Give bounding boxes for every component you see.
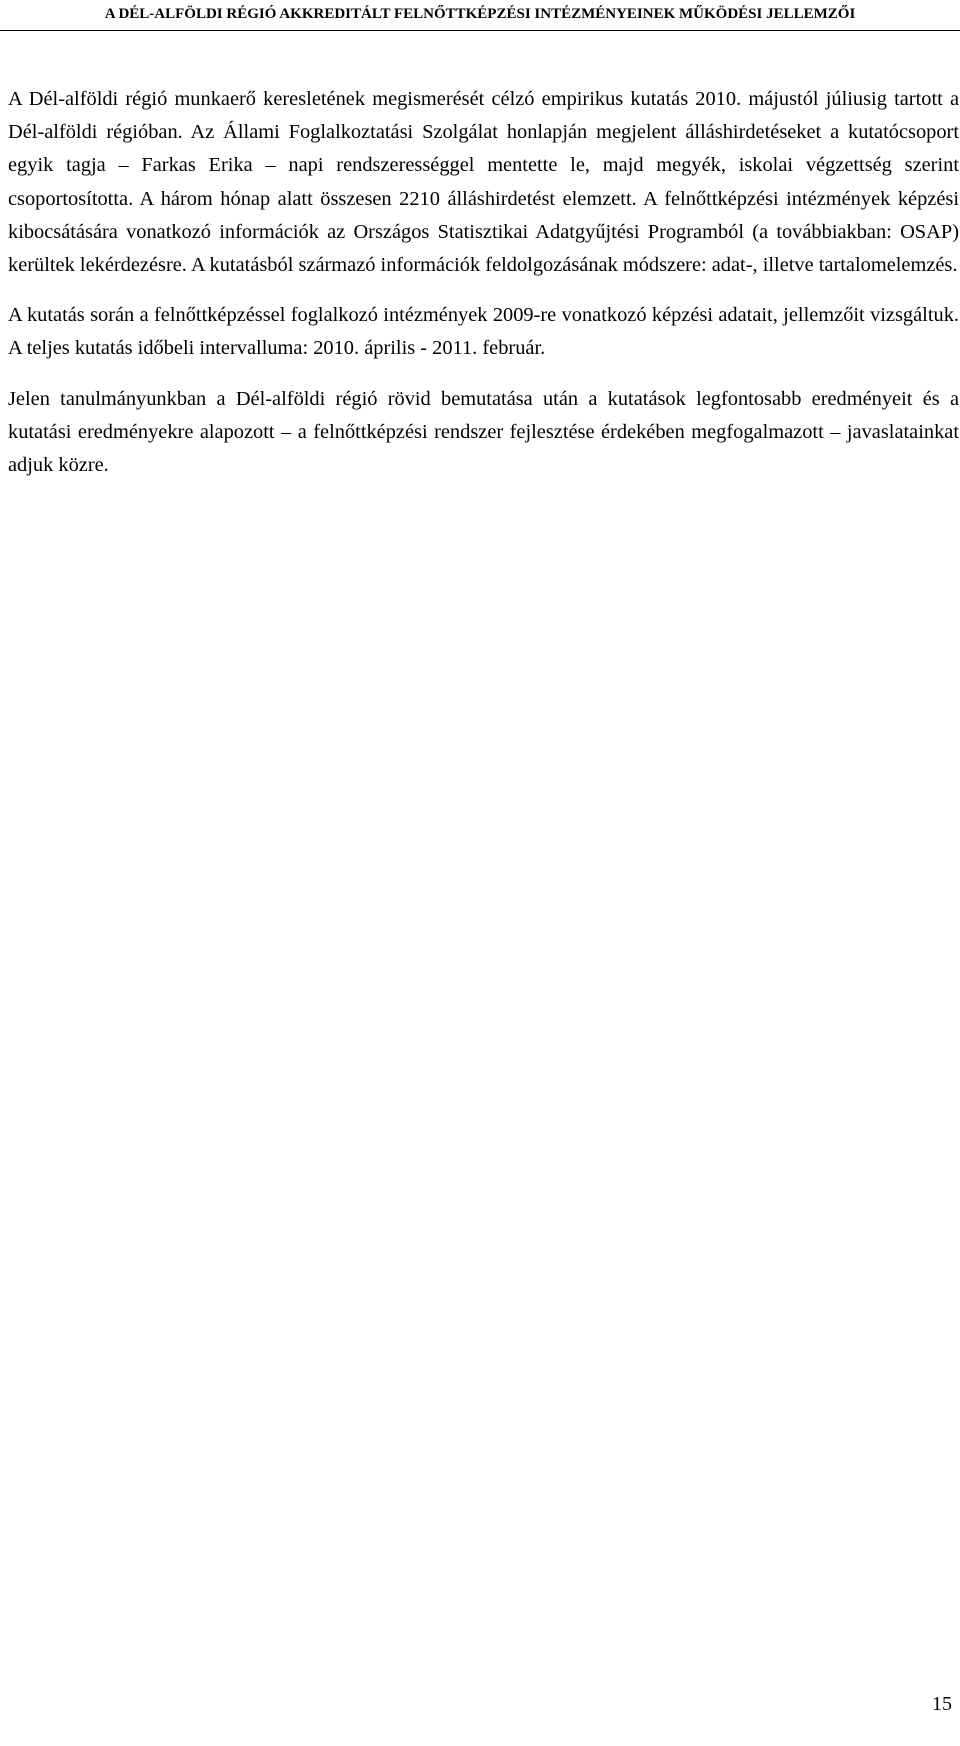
running-header: A DÉL-ALFÖLDI RÉGIÓ AKKREDITÁLT FELNŐTTKÉPZÉSI INTÉZMÉNYEINEK MŰKÖDÉSI JELLEMZŐI: [104, 6, 856, 22]
header-rule: [0, 30, 960, 31]
paragraph-research-timeframe: A kutatás során a felnőttképzéssel foglalkozó intézmények 2009-re vonatkozó képzési adatait, jellemzőit vizsgáltuk. A teljes kutatás időbeli intervalluma: 2010. április - 2011. február.: [8, 304, 959, 360]
paragraph-study-outline: Jelen tanulmányunkban a Dél-alföldi régió rövid bemutatása után a kutatások legfontosabb eredményeit és a kutatási eredményekre alapozott – a felnőttképzési rendszer fejlesztése érdekében megfogalmazott – javaslatainkat adjuk közre.: [8, 387, 959, 477]
document-body: [8, 83, 959, 482]
paragraph-research-methods: A Dél-alföldi régió munkaerő keresletének megismerését célzó empirikus kutatás 2010. májustól júliusig tartott a Dél-alföldi régióban. Az Állami Foglalkoztatási Szolgálat honlapján megjelent álláshirdetéseket a kutatócsoport egyik tagja – Farkas Erika – napi rendszerességgel mentette le, majd megyék, iskolai végzettség szerint csoportosította. A három hónap alatt összesen 2210 álláshirdetést elemzett. A felnőttképzési intézmények képzési kibocsátására vonatkozó információk az Országos Statisztikai Adatgyűjtési Programból (a továbbiakban: OSAP) kerültek lekérdezésre. A kutatásból származó információk feldolgozásának módszere: adat-, illetve tartalomelemzés.: [8, 88, 959, 277]
page-number: 15: [932, 1693, 952, 1715]
